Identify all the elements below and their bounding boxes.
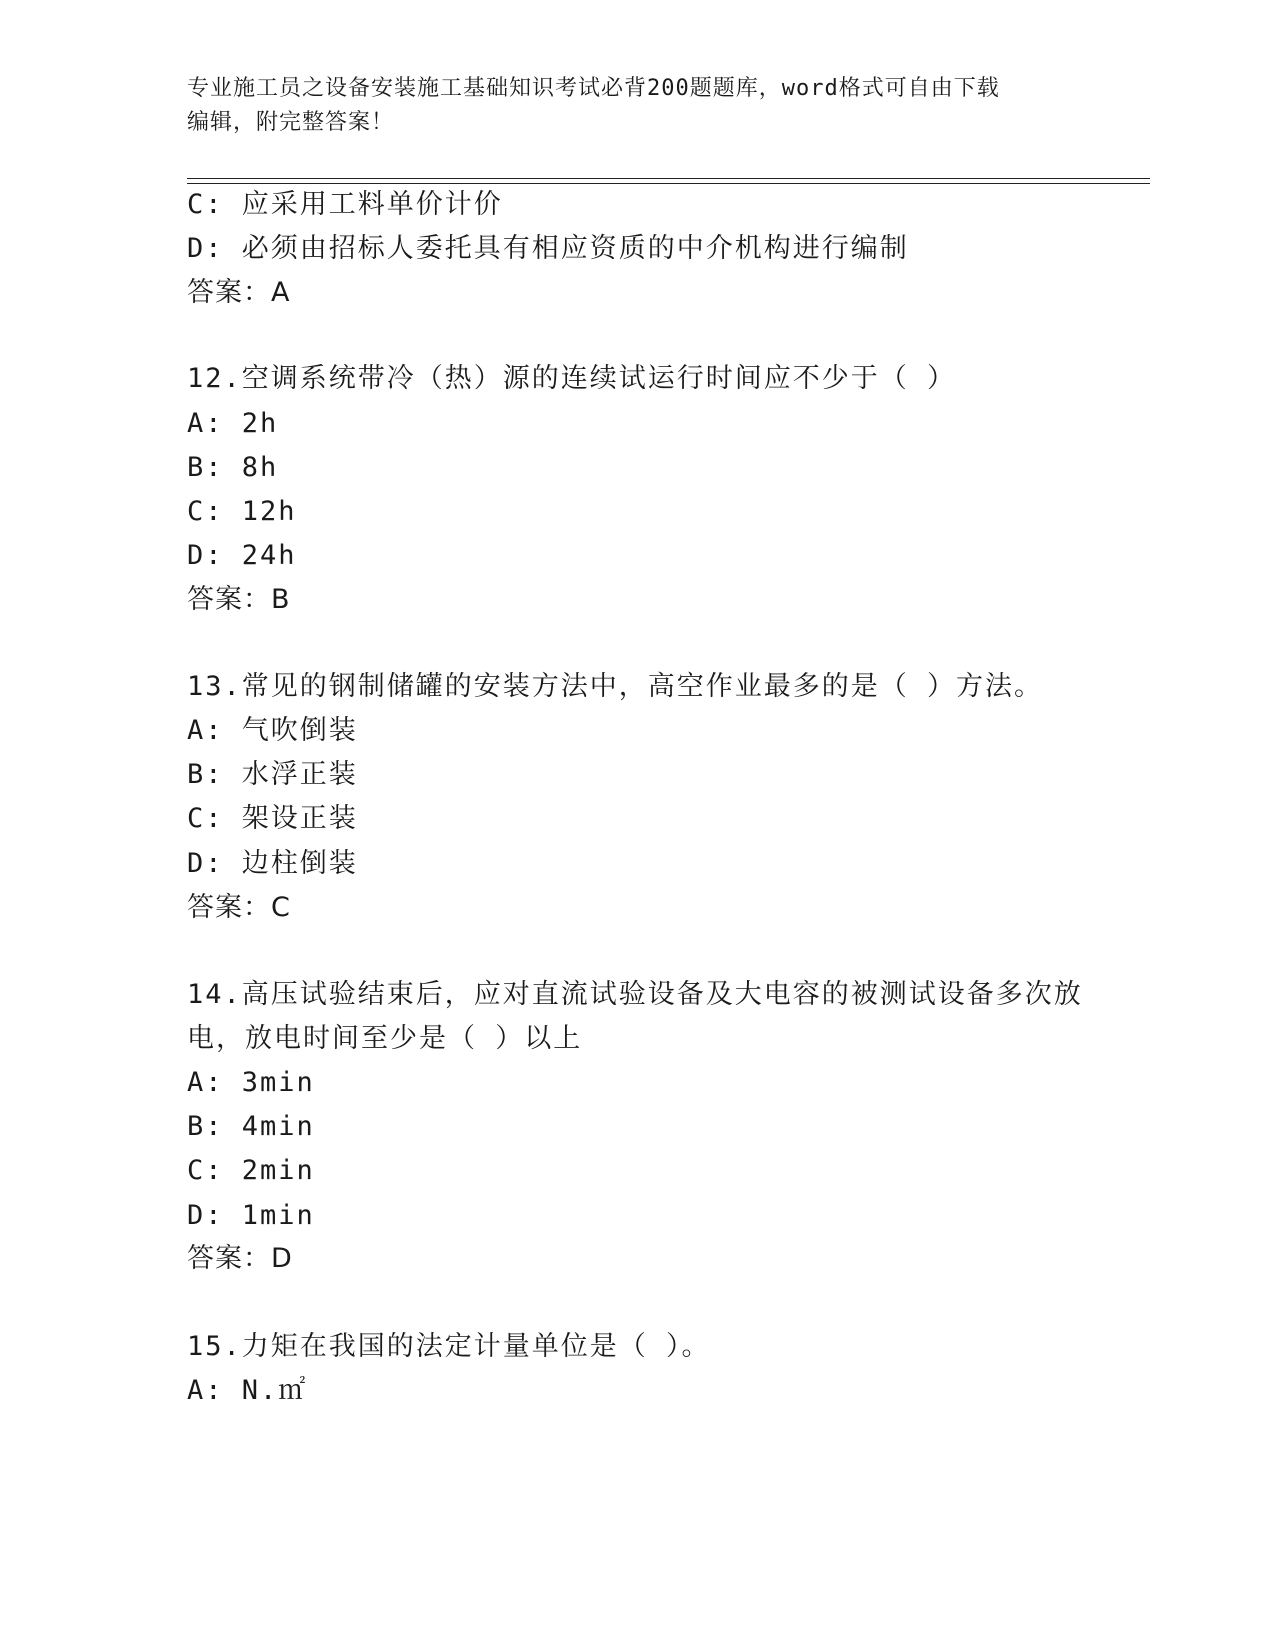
q13-option-a: A: 气吹倒装 bbox=[187, 715, 358, 746]
q13-answer: 答案：C bbox=[187, 892, 291, 923]
q15-option-a: A: N.㎡ bbox=[187, 1375, 308, 1406]
header-line-2: 编辑，附完整答案！ bbox=[187, 110, 395, 135]
q14-answer: 答案：D bbox=[187, 1243, 293, 1274]
q14-option-b: B: 4min bbox=[187, 1111, 315, 1142]
q12-option-a: A: 2h bbox=[187, 408, 279, 439]
q12-option-c: C: 12h bbox=[187, 496, 297, 527]
q14-option-d: D: 1min bbox=[187, 1200, 315, 1231]
q13-stem: 13.常见的钢制储罐的安装方法中，高空作业最多的是（ ）方法。 bbox=[187, 671, 1044, 702]
header-line-1: 专业施工员之设备安装施工基础知识考试必背200题题库，word格式可自由下载 bbox=[187, 76, 1000, 101]
q12-option-b: B: 8h bbox=[187, 452, 279, 483]
q14-option-a: A: 3min bbox=[187, 1067, 315, 1098]
q15-stem: 15.力矩在我国的法定计量单位是（ ）。 bbox=[187, 1331, 711, 1362]
q14-stem-line-1: 14.高压试验结束后，应对直流试验设备及大电容的被测试设备多次放 bbox=[187, 979, 1083, 1010]
q14-stem-line-2: 电，放电时间至少是（ ）以上 bbox=[187, 1023, 583, 1054]
header-divider-top bbox=[187, 178, 1150, 179]
q12-stem: 12.空调系统带冷（热）源的连续试运行时间应不少于（ ） bbox=[187, 363, 957, 394]
document-header bbox=[187, 72, 1067, 140]
q13-option-c: C: 架设正装 bbox=[187, 803, 358, 834]
q11-option-d: D: 必须由招标人委托具有相应资质的中介机构进行编制 bbox=[187, 233, 909, 264]
q12-answer: 答案：B bbox=[187, 584, 291, 615]
q12-option-d: D: 24h bbox=[187, 540, 297, 571]
q13-option-b: B: 水浮正装 bbox=[187, 759, 358, 790]
header-divider-bottom bbox=[187, 183, 1150, 184]
q11-answer: 答案：A bbox=[187, 277, 291, 308]
q14-option-c: C: 2min bbox=[187, 1155, 315, 1186]
q11-option-c: C: 应采用工料单价计价 bbox=[187, 189, 503, 220]
q13-option-d: D: 边柱倒装 bbox=[187, 848, 358, 879]
